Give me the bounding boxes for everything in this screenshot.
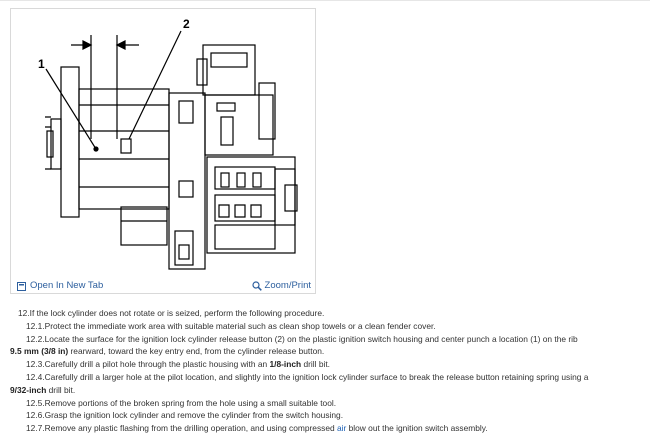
external-link-icon	[17, 281, 27, 291]
zoom-print-link[interactable]	[252, 280, 311, 291]
step-12-7	[10, 422, 642, 435]
zoom-print-label: Zoom/Print	[264, 280, 311, 291]
open-new-tab-link[interactable]	[17, 280, 103, 291]
callout-2: 2	[183, 17, 190, 31]
figure-panel	[10, 8, 316, 294]
step-12-3-pre: 12.3.Carefully drill a pilot hole through the plastic housing with an	[26, 359, 270, 370]
figure-toolbar	[11, 277, 315, 293]
procedure-text	[10, 307, 642, 435]
magnifier-icon	[252, 281, 262, 291]
open-new-tab-label: Open In New Tab	[30, 280, 104, 291]
step-12-7-post: blow out the ignition switch assembly.	[346, 423, 488, 434]
step-12-1: 12.1.Protect the immediate work area with suitable material such as clean shop towels or a clean fender cover.	[26, 320, 436, 331]
drill-size-2-bold: 9/32-inch	[10, 384, 47, 395]
step-12-4a: 12.4.Carefully drill a larger hole at the pilot location, and slightly into the ignition lock cylinder surface to break the release button retaining spring using a	[26, 371, 589, 382]
top-divider	[0, 0, 650, 1]
step-12-2b-rest: rearward, toward the key entry end, from the cylinder release button.	[68, 346, 325, 357]
drill-size-bold: 1/8-inch	[269, 359, 302, 370]
step-12-2b	[10, 345, 642, 358]
step-12-4b	[10, 384, 642, 397]
air-link[interactable]: air	[336, 423, 347, 434]
step-12-3	[10, 358, 642, 371]
ignition-switch-diagram	[11, 9, 315, 275]
step-12-5: 12.5.Remove portions of the broken spring from the hole using a small suitable tool.	[26, 397, 337, 408]
step-12: 12.If the lock cylinder does not rotate or is seized, perform the following procedure.	[18, 308, 325, 318]
step-12-3-post: drill bit.	[301, 359, 330, 370]
callout-1: 1	[38, 57, 45, 71]
step-12-4b-rest: drill bit.	[46, 384, 76, 395]
measurement-bold: 9.5 mm (3/8 in)	[10, 346, 69, 357]
step-12-2a: 12.2.Locate the surface for the ignition lock cylinder release button (2) on the plastic ignition switch housing and center punch a location (1) on the rib	[26, 333, 578, 344]
step-12-7-pre: 12.7.Remove any plastic flashing from the drilling operation, and using compressed	[26, 423, 337, 434]
step-12-6: 12.6.Grasp the ignition lock cylinder and remove the cylinder from the switch housing.	[26, 410, 344, 421]
